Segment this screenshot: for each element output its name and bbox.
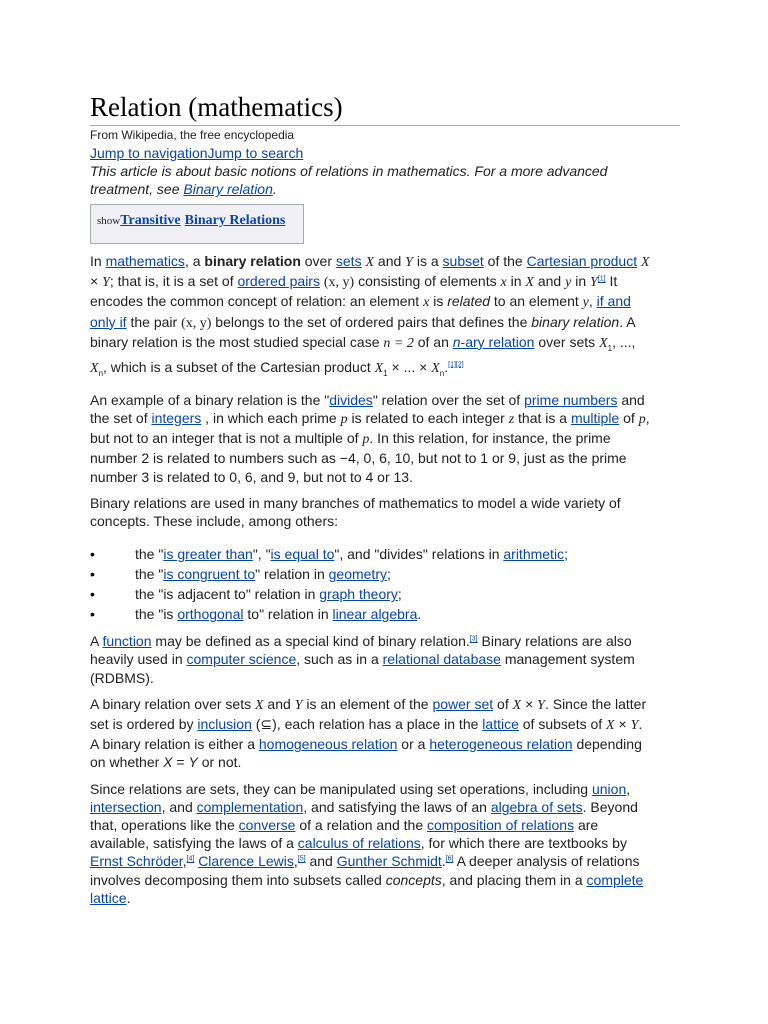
text: ×: [90, 273, 103, 290]
math-var: x: [500, 275, 507, 291]
text: A deeper analysis of relations involves decomposing them into subsets called: [90, 853, 640, 888]
text: and: [263, 695, 295, 712]
italic-term: related: [447, 293, 491, 310]
subscript: n: [439, 368, 445, 378]
subscript: 1: [607, 343, 613, 353]
text: and: [374, 253, 406, 269]
reference-link[interactable]: [4]: [186, 855, 195, 863]
reference-link[interactable]: [5]: [297, 855, 306, 863]
ordered-pairs-link[interactable]: ordered pairs: [237, 273, 320, 290]
text: is: [429, 293, 448, 310]
math-var: Y: [102, 275, 110, 291]
text: In: [90, 253, 106, 269]
text: Since relations are sets, they can be manipulated using set operations, including: [90, 780, 592, 797]
heterogeneous-relation-link[interactable]: heterogeneous relation: [429, 736, 573, 753]
text: . In this relation, for instance, the prime number 2 is related to numbers such as −4, 0, 6, 10, but not to 1 or 9, just as the prime number 3 is related to 0, 6, and 9, but not to 4 or 13.: [90, 430, 627, 485]
navbox-transitive-link[interactable]: Transitive: [120, 213, 181, 228]
text: =: [172, 754, 189, 771]
calculus-of-relations-link[interactable]: calculus of relations: [297, 835, 421, 852]
ernst-schroder-link[interactable]: Ernst Schröder: [90, 853, 183, 870]
prime-numbers-link[interactable]: prime numbers: [524, 391, 618, 408]
text: ,: [626, 780, 631, 797]
reference-link[interactable]: [3]: [469, 635, 478, 643]
math-var: Y: [630, 718, 639, 734]
italic-var: Y: [188, 754, 198, 771]
text: Binary relations are also heavily used in: [90, 633, 632, 668]
algebra-of-sets-link[interactable]: algebra of sets: [490, 798, 583, 815]
intersection-link[interactable]: intersection: [90, 798, 162, 815]
math-var: X: [365, 255, 375, 270]
math-var: p: [362, 432, 370, 448]
text: .: [444, 358, 449, 375]
linear-algebra-link[interactable]: linear algebra: [332, 606, 418, 623]
is-greater-than-link[interactable]: is greater than: [163, 546, 253, 563]
text: , but not to an integer that is not a multiple of: [90, 410, 650, 447]
math-var: X: [374, 360, 384, 376]
text: . Since the latter set is ordered by: [90, 695, 647, 733]
text: and: [533, 273, 566, 290]
text: are available, satisfying the laws of a: [90, 817, 599, 852]
text: belongs to the set of ordered pairs that defines the: [211, 313, 532, 330]
is-equal-to-link[interactable]: is equal to: [270, 546, 335, 563]
text: A: [90, 633, 103, 650]
reference-link[interactable]: [1][2]: [448, 361, 464, 369]
list-item: [90, 584, 650, 604]
text: of an: [413, 333, 453, 350]
text: of a relation and the: [295, 817, 428, 834]
math-var: X: [606, 718, 615, 734]
text: ", and "divides" relations in: [334, 546, 504, 563]
math-var: Y: [537, 697, 545, 713]
text: in: [506, 273, 526, 290]
jump-to-search-link[interactable]: Jump to search: [207, 145, 304, 161]
subscript: n: [98, 368, 104, 378]
text: management system (RDBMS).: [90, 651, 635, 686]
text: to" relation in: [243, 606, 333, 623]
link-italic: n: [452, 333, 461, 350]
is-congruent-to-link[interactable]: is congruent to: [163, 566, 256, 583]
text: × ... ×: [387, 358, 432, 375]
divides-link[interactable]: divides: [329, 391, 373, 408]
clarence-lewis-link[interactable]: Clarence Lewis: [198, 853, 294, 870]
text: , and placing them in a: [441, 871, 587, 888]
math-var: X: [599, 335, 608, 351]
article-body: [90, 252, 650, 915]
integers-link[interactable]: integers: [151, 410, 202, 427]
math-var: X: [90, 360, 99, 376]
paragraph-function: [90, 632, 650, 687]
italic-var: X: [163, 754, 173, 771]
text: the ": [135, 546, 164, 563]
navbox-binary-relations-link[interactable]: Binary Relations: [184, 213, 286, 228]
text: .: [126, 889, 131, 906]
text: , a: [184, 253, 205, 269]
composition-of-relations-link[interactable]: composition of relations: [427, 817, 575, 834]
math-var: Y: [294, 697, 303, 713]
math-var: y: [582, 295, 589, 311]
computer-science-link[interactable]: computer science: [186, 651, 297, 668]
math-expr: (x, y): [323, 275, 355, 291]
text: A binary relation over sets: [90, 695, 255, 712]
text: " relation over the set of: [372, 391, 525, 408]
paragraph-operations: [90, 780, 650, 907]
text: , ...,: [612, 333, 636, 350]
text: ;: [397, 586, 402, 603]
math-expr: n = 2: [383, 335, 414, 351]
lattice-link[interactable]: lattice: [482, 716, 519, 733]
mathematics-link[interactable]: mathematics: [105, 253, 185, 269]
link-text: -ary relation: [460, 333, 535, 350]
text: or not.: [197, 754, 242, 771]
math-var: X: [254, 697, 264, 713]
subset-link[interactable]: subset: [442, 253, 484, 269]
hatnote-end: .: [272, 181, 277, 197]
math-var: p: [638, 412, 646, 428]
relational-database-link[interactable]: relational database: [382, 651, 501, 668]
paragraph-example: [90, 391, 650, 486]
text: . Beyond that, operations like the: [90, 798, 638, 834]
math-var: p: [340, 412, 348, 428]
text: . A binary relation is the most studied special case: [90, 313, 635, 350]
text: , for which there are textbooks by: [420, 835, 627, 852]
list-item: [90, 604, 650, 624]
math-expr: (x, y): [181, 315, 212, 331]
n-ary-relation-link[interactable]: [453, 334, 535, 350]
text: ; that is, it is a set of: [109, 273, 238, 290]
list-item: [90, 564, 650, 584]
math-var: z: [508, 412, 515, 428]
paragraph-uses: Binary relations are used in many branches of mathematics to model a wide variety of concepts. These include, among others:: [90, 494, 621, 530]
text: and the set of: [90, 391, 645, 427]
if-and-only-if-link[interactable]: if and only if: [90, 293, 631, 330]
text: and: [305, 853, 337, 870]
text: the pair: [126, 313, 182, 330]
text: , such as in a: [296, 651, 383, 668]
text: is an element of the: [302, 695, 433, 712]
arithmetic-link[interactable]: arithmetic: [503, 546, 565, 563]
text: , and satisfying the laws of an: [303, 798, 491, 815]
graph-theory-link[interactable]: graph theory: [319, 586, 398, 603]
multiple-link[interactable]: multiple: [570, 410, 620, 427]
sets-link[interactable]: sets: [335, 253, 362, 269]
text: , in which each prime: [201, 410, 341, 427]
function-link[interactable]: function: [102, 633, 152, 650]
jump-links: [90, 145, 303, 162]
math-var: Y: [590, 275, 598, 291]
cartesian-product-link[interactable]: Cartesian product: [526, 253, 638, 269]
text: ", ": [252, 546, 271, 563]
hatnote: [90, 162, 650, 198]
text: of subsets of: [518, 716, 607, 733]
navbox-collapsed: [90, 204, 304, 244]
text: in: [571, 273, 591, 290]
text: over: [300, 253, 336, 269]
text: ×: [521, 695, 538, 712]
jump-to-navigation-link[interactable]: Jump to navigation: [90, 145, 208, 161]
text: the "is adjacent to" relation in: [135, 586, 320, 603]
text: " relation in: [255, 566, 329, 583]
text: or a: [397, 736, 430, 753]
text: ;: [386, 566, 391, 583]
text: . A binary relation is either a: [90, 716, 643, 753]
text: (⊆), each relation has a place in the: [251, 716, 483, 733]
geometry-link[interactable]: geometry: [328, 566, 387, 583]
math-var: X: [641, 255, 650, 270]
gunther-schmidt-link[interactable]: Gunther Schmidt: [336, 853, 442, 870]
text: ,: [182, 853, 187, 870]
power-set-link[interactable]: power set: [432, 695, 494, 712]
math-var: Y: [405, 255, 413, 270]
text: of the: [483, 253, 527, 269]
text: ,: [588, 293, 597, 310]
binary-relation-link[interactable]: Binary relation: [183, 181, 273, 197]
math-var: X: [525, 275, 534, 291]
converse-link[interactable]: converse: [238, 817, 296, 834]
list-item: [90, 544, 650, 564]
math-var: y: [565, 275, 572, 291]
bold-term: binary relation: [204, 253, 301, 269]
text: that is a: [514, 410, 571, 427]
text: ;: [564, 546, 568, 563]
homogeneous-relation-link[interactable]: homogeneous relation: [258, 736, 398, 753]
paragraph-intro: [90, 252, 650, 383]
complete-lattice-link[interactable]: complete lattice: [90, 871, 644, 906]
navbox-show-toggle[interactable]: show: [97, 215, 121, 227]
italic-term: binary relation: [531, 313, 620, 330]
text: , which is a subset of the Cartesian product: [103, 358, 375, 375]
text: ,: [293, 853, 298, 870]
reference-link[interactable]: [1]: [597, 275, 606, 283]
text: depending on whether: [90, 736, 642, 771]
text: of: [619, 410, 639, 427]
text: .: [417, 606, 422, 623]
text: the ": [135, 566, 164, 583]
text: It encodes the common concept of relation: an element: [90, 273, 618, 310]
italic-term: concepts: [385, 871, 442, 888]
reference-link[interactable]: [6]: [445, 855, 454, 863]
examples-list: [90, 544, 650, 624]
text: of: [493, 695, 513, 712]
orthogonal-link[interactable]: orthogonal: [177, 606, 244, 623]
site-tagline: From Wikipedia, the free encyclopedia: [90, 128, 295, 142]
inclusion-link[interactable]: inclusion: [197, 716, 252, 733]
math-var: X: [431, 360, 440, 376]
subscript: 1: [383, 368, 388, 378]
math-var: X: [512, 697, 522, 713]
text: is a: [412, 253, 443, 269]
text: ×: [614, 716, 631, 733]
text: over sets: [534, 333, 600, 350]
text: the "is: [135, 606, 178, 623]
hatnote-text: This article is about basic notions of relations in mathematics. For a more advanced treatment, see: [90, 163, 608, 197]
union-link[interactable]: union: [591, 780, 627, 797]
text: consisting of elements: [354, 273, 501, 290]
paragraph-power-set: [90, 695, 650, 772]
math-var: x: [423, 295, 430, 311]
text: to an element: [490, 293, 583, 310]
text: is related to each integer: [347, 410, 509, 427]
text: An example of a binary relation is the ": [90, 391, 330, 408]
text: .: [441, 853, 446, 870]
page-title: Relation (mathematics): [90, 90, 680, 126]
text: , and: [161, 798, 197, 815]
text: may be defined as a special kind of binary relation.: [151, 633, 470, 650]
complementation-link[interactable]: complementation: [196, 798, 304, 815]
